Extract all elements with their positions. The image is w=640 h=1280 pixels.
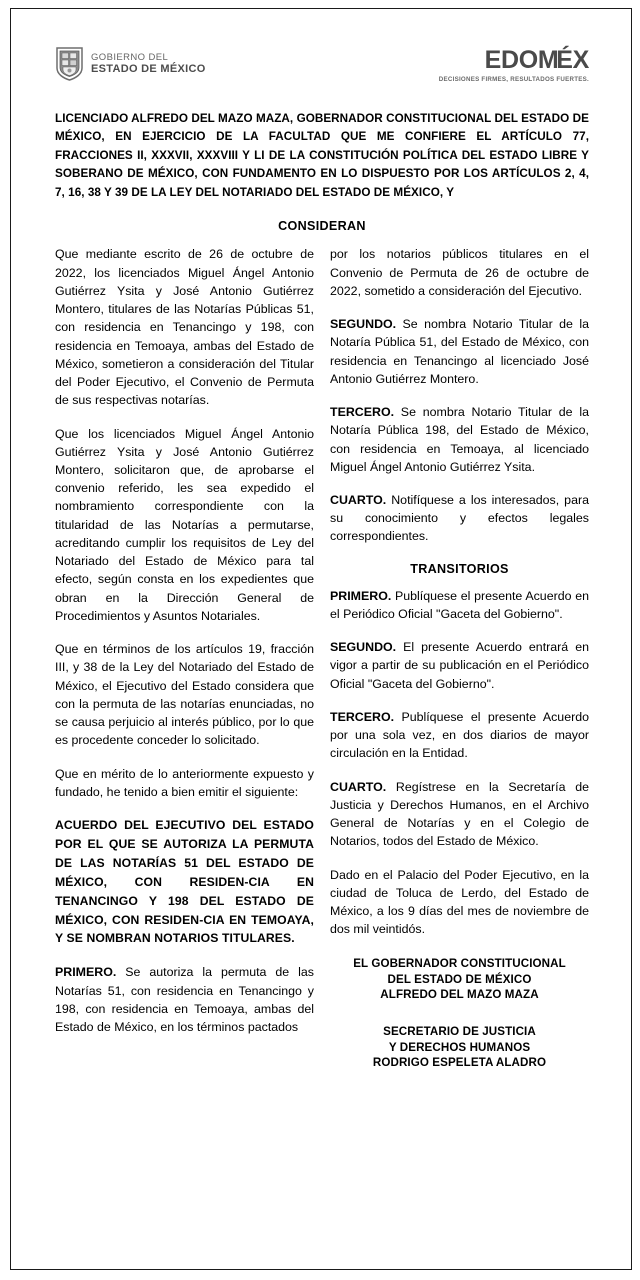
transitorio-primero: [330, 587, 589, 623]
articulo-segundo-label: SEGUNDO.: [330, 317, 397, 332]
articulo-primero-label: PRIMERO.: [55, 965, 117, 980]
transitorio-segundo-text: El presente Acuerdo entrará en vigor a partir de su publicación en el Periódico Oficial "Gaceta del Gobierno".: [330, 640, 589, 691]
page-content: [55, 47, 589, 1070]
edomex-wordmark-part-2: M: [537, 46, 557, 74]
considerando-paragraph-3: Que en términos de los artículos 19, fracción III, y 38 de la Ley del Notariado del Estado de México, el Ejecutivo del Estado considera que con la permuta de las notarías enunciadas, no se causa perjuicio al interés público, por lo que es procedente conceder lo solicitado.: [55, 642, 314, 748]
edomex-wordmark-part-1: EDO: [484, 46, 538, 74]
preamble-paragraph: LICENCIADO ALFREDO DEL MAZO MAZA, GOBERNADOR CONSTITUCIONAL DEL ESTADO DE MÉXICO, EN EJERCICIO DE LA FACULTAD QUE ME CONFIERE EL ARTÍCULO 77, FRACCIONES II, XXXVII, XXXVIII Y LI DE LA CONSTITUCIÓN POLÍTICA DEL ESTADO LIBRE Y SOBERANO DE MÉXICO, CON FUNDAMENTO EN LO DISPUESTO POR LOS ARTÍCULOS 2, 4, 7, 16, 38 Y 39 DE LA LEY DEL NOTARIADO DEL ESTADO DE MÉXICO, Y: [55, 112, 589, 199]
articulo-primero: [55, 963, 314, 1036]
articulo-cuarto-label: CUARTO.: [330, 493, 387, 507]
articulo-primero-text: Se autoriza la permuta de las Notarías 51, con residencia en Tenancingo y 198, con residencia en Temoaya, ambas del Estado de México, en los términos pactados: [55, 965, 314, 1035]
transitorio-cuarto-text: Regístrese en la Secretaría de Justicia y Derechos Humanos, en el Archivo General de Notarías y en el Colegio de Notarios, todos del Estado de México.: [330, 779, 589, 849]
transitorio-tercero-text: Publíquese el presente Acuerdo por una sola vez, en dos diarios de mayor circulación en la Entidad.: [330, 709, 589, 761]
edomex-logo: [439, 48, 589, 83]
secretary-signature-block: [330, 1024, 589, 1070]
transitorio-cuarto: [330, 778, 589, 851]
articulo-tercero: [330, 403, 589, 476]
articulo-tercero-label: TERCERO.: [330, 405, 395, 420]
governor-title-line-1: EL GOBERNADOR CONSTITUCIONAL: [353, 957, 566, 971]
articulo-segundo: [330, 315, 589, 388]
governor-title-line-2: DEL ESTADO DE MÉXICO: [387, 972, 532, 986]
considerando-paragraph-1: Que mediante escrito de 26 de octubre de 2022, los licenciados Miguel Ángel Antonio Gutiérrez Ysita y José Antonio Gutiérrez Montero, titulares de las Notarías Públicas 51, con residencia en Tenancingo y 198, con residencia en Temoaya, ambas del Estado de México, sometieron a consideración del Titular del Poder Ejecutivo, el Convenio de Permuta de sus respectivas notarías.: [55, 247, 314, 408]
transitorio-tercero: [330, 708, 589, 763]
considerando-paragraph-4: Que en mérito de lo anteriormente expuesto y fundado, he tenido a bien emitir el siguiente:: [55, 766, 314, 799]
transitorio-segundo: [330, 638, 589, 693]
two-column-body: [55, 245, 589, 1070]
articulo-tercero-text: Se nombra Notario Titular de la Notaría Pública 198, del Estado de México, con residencia en Temoaya, al licenciado Miguel Ángel Antonio Gutiérrez Ysita.: [330, 405, 589, 474]
governor-name: ALFREDO DEL MAZO MAZA: [380, 988, 539, 1002]
coat-of-arms-icon: [55, 47, 84, 81]
edomex-wordmark: [439, 48, 589, 73]
gobierno-logo-text: [91, 53, 206, 76]
edomex-tagline: DECISIONES FIRMES, RESULTADOS FUERTES.: [438, 76, 589, 83]
articulo-cuarto: [330, 491, 589, 546]
dado-en-paragraph: Dado en el Palacio del Poder Ejecutivo, en la ciudad de Toluca de Lerdo, del Estado de México, a los 9 días del mes de noviembre de dos mil veintidós.: [330, 867, 589, 937]
secretary-name: RODRIGO ESPELETA ALADRO: [372, 1055, 547, 1069]
transitorio-segundo-label: SEGUNDO.: [330, 640, 397, 655]
edomex-wordmark-part-3: ÉX: [556, 46, 589, 74]
articulo-primero-continuation: por los notarios públicos titulares en el Convenio de Permuta de 26 de octubre de 2022, sometido a consideración del Ejecutivo.: [330, 247, 589, 298]
secretary-title-line-2: Y DERECHOS HUMANOS: [388, 1040, 531, 1054]
governor-signature-block: [330, 956, 589, 1002]
masthead: [55, 47, 589, 93]
consideran-heading: CONSIDERAN: [278, 219, 366, 234]
transitorios-heading: TRANSITORIOS: [410, 561, 509, 576]
acuerdo-title-block: ACUERDO DEL EJECUTIVO DEL ESTADO POR EL QUE SE AUTORIZA LA PERMUTA DE LAS NOTARÍAS 51 DEL ESTADO DE MÉXICO, CON RESIDEN-CIA EN TENANCINGO Y 198 DEL ESTADO DE MÉXICO, CON RESIDEN-CIA EN TEMOAYA, Y SE NOMBRAN NOTARIOS TITULARES.: [55, 817, 314, 946]
gobierno-estado-de-mexico-logo: [55, 47, 206, 81]
document-page: [10, 8, 632, 1270]
considerando-paragraph-2: Que los licenciados Miguel Ángel Antonio Gutiérrez Ysita y José Antonio Gutiérrez Montero, solicitaron que, de aprobarse el convenio referido, les sea expedido el nombramiento correspondiente con la titularidad de las Notarías a permutarse, acreditando cumplir los requisitos de Ley del Notariado del Estado de México para tal efecto, según consta en los expedientes que obran en la Dirección General de Procedimientos y Asuntos Notariales.: [55, 426, 314, 623]
transitorio-primero-text: Publíquese el presente Acuerdo en el Periódico Oficial "Gaceta del Gobierno".: [330, 588, 589, 621]
articulo-segundo-text: Se nombra Notario Titular de la Notaría Pública 51, del Estado de México, con residencia en Tenancingo al licenciado José Antonio Gutiérrez Montero.: [330, 317, 589, 386]
transitorio-cuarto-label: CUARTO.: [330, 779, 387, 794]
articulo-cuarto-text: Notifíquese a los interesados, para su conocimiento y efectos legales correspondientes.: [330, 493, 589, 544]
gobierno-logo-line-1: GOBIERNO DEL: [91, 51, 169, 63]
transitorio-primero-label: PRIMERO.: [330, 588, 392, 603]
transitorio-tercero-label: TERCERO.: [330, 709, 395, 724]
right-column: [330, 245, 589, 1070]
secretary-title-line-1: SECRETARIO DE JUSTICIA: [383, 1025, 536, 1039]
gobierno-logo-line-2: ESTADO DE MÉXICO: [91, 63, 206, 76]
left-column: [55, 245, 314, 1036]
